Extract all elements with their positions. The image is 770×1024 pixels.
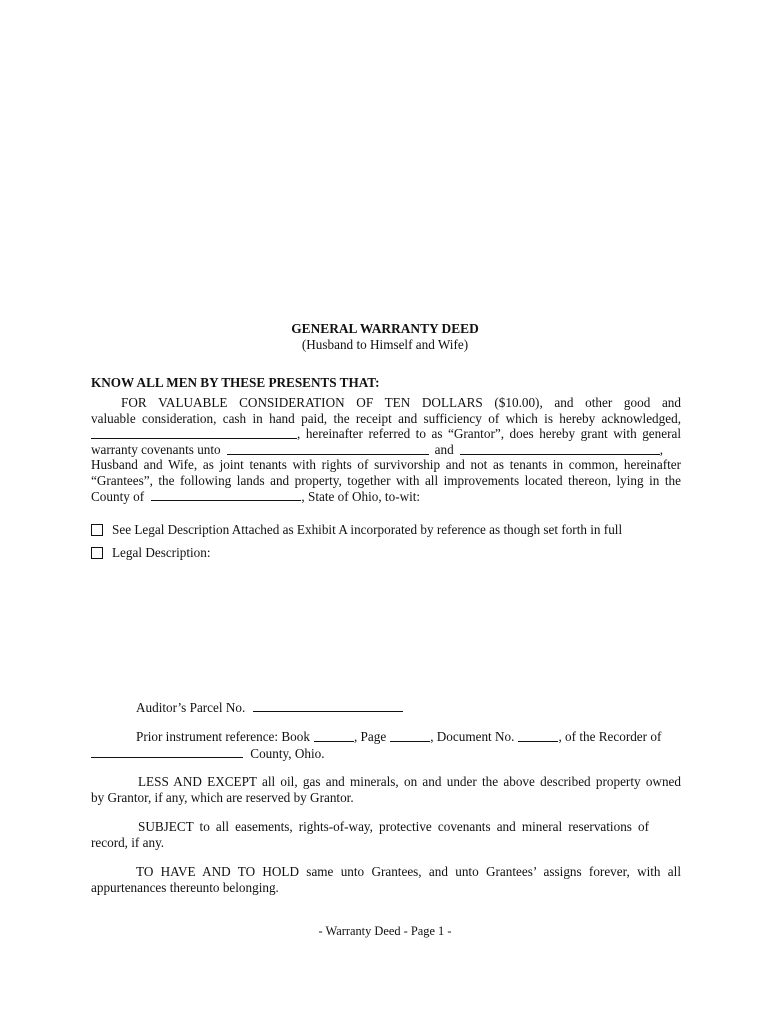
consideration-line-2: valuable consideration, cash in hand paid, the receipt and sufficiency of which is hereby acknowledged, (91, 410, 681, 426)
recorder-label: , of the Recorder of (558, 729, 662, 744)
document-title: GENERAL WARRANTY DEED (291, 321, 479, 336)
tohave-line-1: TO HAVE AND TO HOLD same unto Grantees, and unto Grantees’ assigns forever, with all (136, 864, 681, 879)
page-blank[interactable] (390, 729, 430, 742)
legal-description-label: Legal Description: (112, 545, 211, 561)
county-ohio-label: County, Ohio. (250, 745, 325, 761)
warranty-covenants-text: warranty covenants unto (91, 441, 221, 457)
consideration-paragraph (91, 395, 681, 504)
legal-description-checkbox[interactable] (91, 547, 103, 559)
less-and-except-paragraph (91, 774, 681, 805)
consideration-line-6: “Grantees”, the following lands and property, together with all improvements located thereon, lying in the (91, 472, 681, 488)
document-subtitle: (Husband to Himself and Wife) (301, 337, 469, 352)
and-text: and (434, 441, 454, 457)
grantee-1-blank[interactable] (227, 442, 429, 455)
page-label: , Page (353, 729, 387, 744)
county-blank[interactable] (151, 488, 301, 501)
county-of-text: County of (91, 489, 145, 504)
tohave-line-2: appurtenances thereunto belonging. (91, 879, 279, 895)
exhibit-option[interactable] (91, 522, 622, 538)
document-no-blank[interactable] (518, 729, 558, 742)
prior-line-1 (91, 729, 681, 745)
preamble-heading: KNOW ALL MEN BY THESE PRESENTS THAT: (91, 375, 380, 390)
book-blank[interactable] (314, 729, 354, 742)
subject-line-1: SUBJECT to all easements, rights-of-way, protective covenants and mineral reservations of (138, 819, 649, 834)
consideration-line-1: FOR VALUABLE CONSIDERATION OF TEN DOLLARS ($10.00), and other good and (121, 395, 681, 410)
consideration-line-5: Husband and Wife, as joint tenants with rights of survivorship and not as tenants in common, hereinafter (91, 457, 681, 472)
page-footer: - Warranty Deed - Page 1 - (318, 924, 452, 938)
state-of-ohio-text: , State of Ohio, to-wit: (301, 489, 421, 504)
subject-to-paragraph (91, 819, 681, 850)
less-line-2: by Grantor, if any, which are reserved by Grantor. (91, 789, 354, 805)
parcel-label: Auditor’s Parcel No. (136, 700, 246, 715)
consideration-line-4 (91, 442, 681, 458)
grantor-name-blank[interactable] (91, 426, 297, 439)
consideration-line-3 (91, 426, 681, 442)
parcel-number-blank[interactable] (253, 699, 403, 712)
grantor-clause: , hereinafter referred to as “Grantor”, does hereby grant with general (297, 426, 681, 441)
comma-text: , (659, 441, 663, 457)
habendum-paragraph (91, 864, 681, 895)
parcel-line (136, 699, 403, 716)
document-no-label: , Document No. (430, 729, 515, 744)
subject-line-2: record, if any. (91, 834, 165, 850)
less-line-1: LESS AND EXCEPT all oil, gas and minerals, on and under the above described property owned (138, 774, 681, 789)
recorder-county-blank[interactable] (91, 745, 243, 758)
book-label: Prior instrument reference: Book (136, 729, 310, 744)
exhibit-checkbox[interactable] (91, 524, 103, 536)
exhibit-label: See Legal Description Attached as Exhibit A incorporated by reference as though set forth in full (112, 522, 623, 538)
grantee-2-blank[interactable] (460, 442, 660, 455)
consideration-line-7 (91, 488, 681, 504)
legal-description-option[interactable] (91, 545, 211, 561)
prior-instrument-paragraph (91, 729, 681, 760)
prior-line-2 (91, 745, 681, 761)
